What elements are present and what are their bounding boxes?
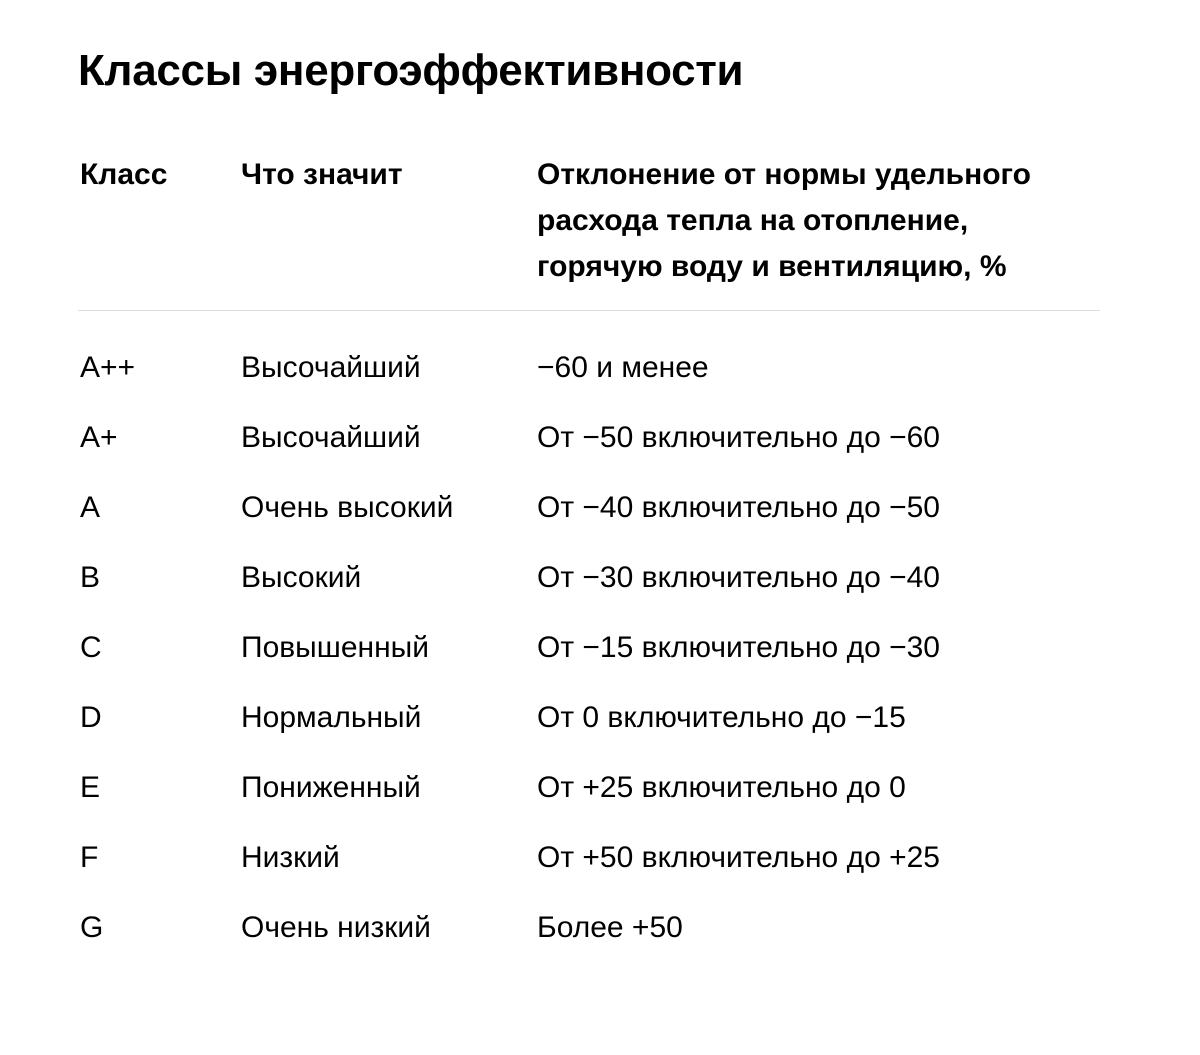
cell-deviation: От +50 включительно до +25 xyxy=(537,841,940,874)
table-row xyxy=(78,695,1100,765)
table-row xyxy=(78,835,1100,905)
cell-class: G xyxy=(80,911,104,944)
cell-meaning: Очень высокий xyxy=(241,491,454,524)
cell-deviation: −60 и менее xyxy=(537,351,709,384)
energy-classes-table xyxy=(78,152,1100,975)
cell-meaning: Пониженный xyxy=(241,771,421,804)
cell-deviation: От −30 включительно до −40 xyxy=(537,561,940,594)
table-header xyxy=(78,152,1100,311)
cell-meaning: Нормальный xyxy=(241,701,422,734)
cell-deviation: Более +50 xyxy=(537,911,683,944)
table-row xyxy=(78,905,1100,975)
table-header-row xyxy=(78,152,1100,311)
column-header-meaning: Что значит xyxy=(241,158,403,191)
cell-meaning: Высокий xyxy=(241,561,362,594)
table-body xyxy=(78,311,1100,976)
cell-class: A+ xyxy=(80,421,118,454)
cell-class: C xyxy=(80,631,102,664)
table-row xyxy=(78,555,1100,625)
cell-meaning: Высочайший xyxy=(241,421,421,454)
cell-deviation: От −40 включительно до −50 xyxy=(537,491,940,524)
page-title: Классы энергоэффективности xyxy=(78,46,744,95)
table-row xyxy=(78,625,1100,695)
cell-class: D xyxy=(80,701,102,734)
cell-meaning: Повышенный xyxy=(241,631,429,664)
cell-deviation: От 0 включительно до −15 xyxy=(537,701,906,734)
cell-class: E xyxy=(80,771,101,804)
article xyxy=(78,40,1100,975)
cell-class: A xyxy=(80,491,101,524)
cell-class: A++ xyxy=(80,351,136,384)
cell-deviation: От −15 включительно до −30 xyxy=(537,631,940,664)
table-row xyxy=(78,415,1100,485)
cell-meaning: Очень низкий xyxy=(241,911,431,944)
table-row xyxy=(78,765,1100,835)
cell-meaning: Низкий xyxy=(241,841,340,874)
cell-deviation: От +25 включительно до 0 xyxy=(537,771,906,804)
cell-class: B xyxy=(80,561,101,594)
column-header-class: Класс xyxy=(80,158,168,191)
cell-deviation: От −50 включительно до −60 xyxy=(537,421,940,454)
table-row xyxy=(78,311,1100,416)
table-row xyxy=(78,485,1100,555)
cell-class: F xyxy=(80,841,99,874)
cell-meaning: Высочайший xyxy=(241,351,421,384)
column-header-deviation: Отклонение от нормы удельного расхода тепла на отопление, горячую воду и вентиляцию, % xyxy=(537,158,1031,283)
